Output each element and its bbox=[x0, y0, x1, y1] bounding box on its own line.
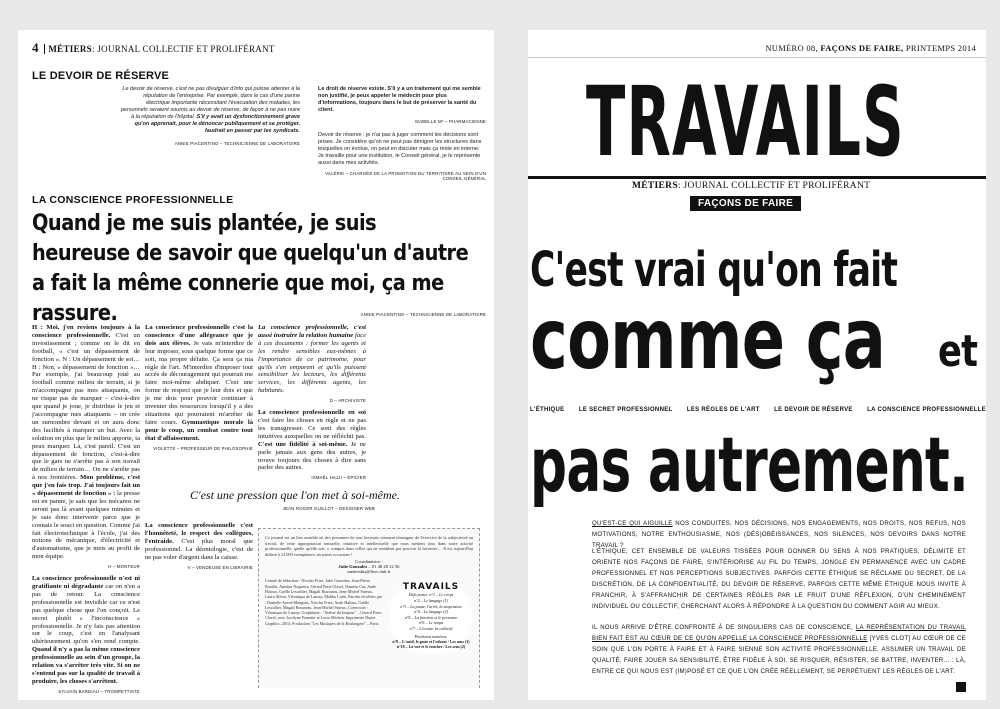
topic-tag: LE DEVOIR DE RÉSERVE bbox=[774, 407, 853, 413]
logo-rule bbox=[528, 176, 986, 179]
headline-line-3: pas autrement. bbox=[530, 420, 969, 509]
colophon-box bbox=[258, 528, 480, 688]
next-issue-item: n°10 – La vue et le toucher / Les sens (2) bbox=[396, 644, 466, 650]
colophon-next-list bbox=[391, 639, 471, 650]
colophon-credits: Comité de rédaction : Nicolas Frize, Julie Gonzalez, Jean-Pierre Bouilin, Antoine Nogueira, Gérard Paris-Clavel, Damien Cas, Aude Haloux, Gaëlle Lescallier, Magali Rousseau, Jean-Michel Sineux, Laura Alfera, Véronique de Lauray, Malika Littin. Paroles récoltées par : Danielle Aveod-Mauguin, Nicolas Frize, Aude Haloux, Gaëlle Lescallier, Magali Rousseau, Jean-Michel Sineux. Correction : Véronique de Lauray. Graphisme : "Atelier du bonjour" – Gérard Paris-Clavel, avec Jocelyne Fournier et Lucie Michon. Imprimerie Burtet Graphics, 2014. Production "Les Musiques de la Boulangère" – Paris. bbox=[265, 578, 383, 626]
quote3-text: Devoir de réserve : je n'ai pas à juger comment les décisions sont prises. Je considère qu'on ne peut pas dénigrer les structures dans lesquelles on évolue, on peut en discuter mais ça reste en interne. Je travaille pour une institution, le Conseil général, je le représente aussi dans mes activités. bbox=[318, 132, 482, 166]
issue-list-item: Déjà parus: n°1 – Le corps bbox=[408, 592, 454, 598]
topic-tag: LES RÈGLES DE L'ART bbox=[686, 407, 760, 413]
topic-tags bbox=[530, 407, 986, 413]
pull-quote bbox=[145, 488, 445, 511]
quote-block-2 bbox=[318, 86, 486, 181]
subtitle-rest: : JOURNAL COLLECTIF ET PROLIFÉRANT bbox=[677, 181, 871, 191]
colophon-issue-list bbox=[391, 592, 471, 631]
colophon-coord-email: metiersbis@live.club.fr bbox=[347, 569, 391, 575]
issue-list-item: n°2 – Le langage (1) bbox=[414, 597, 448, 603]
column-2-bottom bbox=[145, 522, 253, 571]
running-head-issue: NUMÉRO 08, bbox=[765, 43, 818, 53]
headline-line-1: C'est vrai qu'on fait bbox=[530, 242, 898, 298]
col1-p1-end: la presse est en panne, je sais que les mécanos ne seront pas là avant quelques minutes et je sais donc intervenir parce que je connais le souci en question. Comme j'ai fait électrotechnique à l'école, j'ai des notions de mécanique, d'électricité et d'automatisme, que je mets au profit de mon équipe. bbox=[32, 490, 141, 561]
colophon-next-label: Prochains numéros: bbox=[414, 633, 448, 639]
section-title-devoir-reserve: LE DEVOIR DE RÉSERVE bbox=[32, 70, 170, 82]
col1-p2-bold: La conscience professionnelle n'est ni gratifiante ni dégradante bbox=[32, 575, 140, 590]
col1-p2: car on n'en a pas de retour. La conscience professionnelle est invisible car ce n'est pas quelque chose que l'on conçoit. Le secret plutôt « l'inconscience » professionnelle. Je n'y fais pas attention sur le coup, c'est en l'analysant ultérieurement qu'on s'en rend compte. bbox=[32, 583, 141, 646]
headline-et: et bbox=[938, 326, 978, 377]
quote1-bold: S'il y avait un dysfonctionnement grave qu'on apprenait, pour le dénoncer publiquement et se protéger, faudrait en passer par les syndicats. bbox=[134, 114, 300, 134]
col2-p1: Je vais m'interdire de leur imposer, sous quelque forme que ce soit, ma propre défaite. Ça sera ça ma règle de l'art. M'interdire d'imposer tout accès de découragement qui pourrait me faire moi-même abdiquer. C'est une forme de respect que je leur dois et que je me dois pour pouvoir continuer à inventer des ressources lorsqu'il y a des situations qui pourraient m'arrêter de faire cours. bbox=[145, 339, 253, 426]
col1-p2-bold2: Quand il n'y a pas la même conscience professionnelle au sein d'un groupe, la relation va s'arrêter très vite. Si on ne s'entend pas sur la qualité de travail à produire, les choses s'arrêtent. bbox=[32, 646, 140, 685]
colophon-travails bbox=[389, 578, 473, 653]
subtitle-bold: MÉTIERS bbox=[632, 181, 678, 191]
conscience-paragraph bbox=[592, 622, 966, 677]
column-1 bbox=[32, 324, 140, 696]
right-page bbox=[528, 30, 986, 700]
topic-tag: LA CONSCIENCE PROFESSIONNELLE bbox=[867, 407, 986, 413]
running-head-rest: : JOURNAL COLLECTIF ET PROLIFÉRANT bbox=[92, 44, 275, 54]
pull-quote-text: C'est une pression que l'on met à soi-même. bbox=[190, 488, 400, 502]
topic-tag: L'ÉTHIQUE bbox=[530, 407, 565, 413]
end-square bbox=[956, 682, 966, 692]
colophon-coord-phone: – 01 48 28 12 56 bbox=[368, 564, 400, 570]
col2-p1-bold2: Gymnastique morale là pour le coup, un combat contre tout état d'affaissement. bbox=[145, 418, 253, 442]
quote2-bold: Le droit de réserve existe. S'il y a un traitement qui me semble non justifié, je peux appeler le médecin pour plus d'informations, toujours dans le but de préserver la santé du client. bbox=[318, 86, 481, 113]
colophon-coord bbox=[265, 559, 473, 574]
col3-p2: c'est faire les choses en règle et ne pas les transgresser. Ce sont des règles intuitives auxquelles on ne réfléchit pas. bbox=[258, 416, 366, 440]
headline-comme-ca: comme ça bbox=[530, 290, 886, 388]
col1-attribution-1: H – MONTEUR bbox=[108, 564, 140, 570]
next-issue-item: n°9 – L'outil, le geste et l'odorat / Les sens (1) bbox=[392, 638, 470, 644]
right-running-head bbox=[765, 43, 976, 53]
section-title-conscience: LA CONSCIENCE PROFESSIONNELLE bbox=[32, 194, 234, 206]
col1-p1: C'est un investissement ; comme on le dit en football, « c'est un dépassement de fonction ». N : Un dépassement de soi… H : Non, « dépassement de fonction »… Par exemple, j'ai beaucoup joué au football comme milieu de terrain, si je m'accompagne pas mes attaquants, on ne risque pas de marquer – c'est-à-dire que quand je joue, je distribue le jeu et j'accompagne mes attaquants – on crée un surnombre devant et on aura donc des facilités à marquer un but. Avec la solution en plus que le milieu apporte, ta peux marquer. Là, c'est pareil. C'est un dépassement de fonction, c'est-à-dire que le gars ne s'arrête pas à son travail de milieu de terrain… On ne s'arrête pas à nos frontières. bbox=[32, 331, 140, 482]
headline-line-2 bbox=[530, 290, 986, 388]
colophon-coord-label: Coordinatrice : bbox=[355, 559, 383, 565]
col1-attribution-2: SYLVAIN BARDIAU – TROMPETTISTE bbox=[58, 688, 140, 694]
para3-underlined: LA REPRÉSENTATION DU TRAVAIL BIEN FAIT EST AU CŒUR DE CE QU'ON APPELLE LA CONSCIENCE PROFESSIONNELLE bbox=[592, 624, 967, 642]
col2-p1-bold: La conscience professionnelle c'est la conscience d'une allégeance que je dois aux élèves. bbox=[145, 324, 253, 347]
quote1-text: Le devoir de réserve, c'est ne pas divulguer d'info qui puisse attenter à la réputation de l'entreprise. Par exemple, dans le cas d'une panne électrique importante nécessitant l'évacuation des malades, les personnels seraient soumis au devoir de réserve, de façon à ne pas nuire à la réputation de l'hôpital. bbox=[120, 86, 300, 120]
issue-list-item: n°6 – Le temps bbox=[418, 620, 444, 626]
col3-p1: face à ces documents : former les agents et les rendre sensibles eux-mêmes à l'importance de ce patrimoine, pour qu'ils s'en emparent et qu'ils puissent sensibiliser les lecteurs, les différents services, les différents agents, les habitants. bbox=[258, 331, 366, 395]
page-number: 4 bbox=[32, 40, 39, 55]
running-head-theme: FAÇONS DE FAIRE, bbox=[820, 43, 904, 53]
col2-attribution-1: VIOLETTE – PROFESSEUR DE PHILOSOPHIE bbox=[153, 445, 253, 451]
running-head-season: PRINTEMPS 2014 bbox=[905, 43, 976, 53]
col3-attribution-2: ISMAËL HAJJI – ÉPICIER bbox=[311, 475, 366, 481]
left-running-head bbox=[32, 40, 275, 56]
left-page bbox=[18, 30, 494, 700]
col3-p2-end: Je ne parle jamais aux gens des autres, je trouve toujours des choses à dire sans parler des autres. bbox=[258, 440, 366, 472]
headline-attribution: ANNIE PIACENTINO – TECHNICIENNE DE LABORATOIRE bbox=[360, 312, 486, 317]
ethics-paragraph: L'ÉTHIQUE, CET ENSEMBLE DE VALEURS TISSÉES POUR DONNER DU SENS À NOS PRATIQUES, DÉLIMITE ET ORIENTE NOS FAÇONS DE FAIRE, S'INTÉRIORISE AU FIL DU TEMPS, JONGLE EN PERMANENCE AVEC UN CADRE PROFESSIONNEL ET NOS PERCEPTIONS SUBJECTIVES. PARFOIS CETTE ÉTHIQUE SE RÉCLAME DU SECRET, DE LA DISCRÉTION, DE LA CONFIDENTIALITÉ, DU DEVOIR DE RÉSERVE, PARFOIS CETTE MÊME ÉTHIQUE NOUS INVITE À FRANCHIR, À S'AFFRANCHIR DE CERTAINES RÈGLES PAR LE FRUIT D'UNE RÉFLEXION, D'UN CHEMINEMENT INDIVIDUEL OU COLLECTIF, CHERCHANT ALORS À RÉPONDRE À LA QUESTION DU COMMENT AGIR AU MIEUX. bbox=[592, 548, 966, 610]
quote3-attribution: VALÉRIE – CHARGÉE DE LA PROMOTION DU TERRITOIRE AU SEIN D'UN CONSEIL GÉNÉRAL bbox=[325, 171, 486, 181]
running-head-bold: MÉTIERS bbox=[48, 44, 92, 54]
intro-rest: NOS CONDUITES, NOS DÉCISIONS, NOS ENGAGEMENTS, NOS DROITS, NOS REFUS, NOS MOTIVATIONS, NOTRE ENTHOUSIASME, NOS (DÉS)OBÉISSANCES, NOS SILENCES, NOS DEVOIRS DANS NOTRE TRAVAIL ? bbox=[592, 520, 966, 549]
col3-p2-bold2: C'est une fidélité à soi-même. bbox=[258, 440, 348, 448]
issue-list-item: n°3 – La pause, l'arrêt, la suspension bbox=[400, 603, 462, 609]
journal-subtitle bbox=[632, 181, 870, 191]
col1-p1-bold2: Mon problème, c'est que j'en fais trop. J'ai toujours fait un « dépassement de fonction » : bbox=[32, 474, 141, 498]
column-3 bbox=[258, 324, 366, 482]
pull-quote-attribution: JEAN ROGER GUILLOT – DESIGNER WEB bbox=[282, 506, 375, 511]
travails-logo: TRAVAILS bbox=[586, 66, 905, 178]
quote-block-1 bbox=[118, 86, 300, 146]
colophon-travails-title: TRAVAILS bbox=[402, 582, 460, 593]
para3-start: IL NOUS ARRIVE D'ÊTRE CONFRONTÉ À DE SINGULIERS CAS DE CONSCIENCE, bbox=[592, 624, 853, 631]
issue-theme-badge: FAÇONS DE FAIRE bbox=[690, 196, 801, 211]
issue-list-item: n°5 – La fonction et le personne bbox=[404, 614, 458, 620]
issue-list-item: n°4 – Le langage (2) bbox=[414, 609, 448, 615]
col2-p2-bold: La conscience professionnelle c'est l'honnêteté, le respect des collègues, l'entraide. bbox=[145, 522, 253, 545]
topic-tag: LE SECRET PROFESSIONNEL bbox=[578, 407, 673, 413]
quote2-attribution: ISABELLE M* – PHARMACIENNE bbox=[414, 119, 486, 124]
quote1-attribution: ANNIE PIACENTINO – TECHNICIENNE DE LABORATOIRE bbox=[174, 141, 300, 146]
col3-p2-bold: La conscience professionnelle en soi bbox=[258, 409, 366, 417]
col2-attribution-2: V – VENDEUSE EN LIBRAIRIE bbox=[187, 564, 253, 570]
col2-p2: C'est plus moral que professionnel. La déontologie, c'est de ne pas voler d'argent dans la caisse. bbox=[145, 537, 253, 561]
colophon-intro: Ce journal est un lieu sensible où des personnes de tous horizons viennent témoigner de l'exercice de la subjectivité au travail, de cette appropriation sensuelle, intuitive et intellectuelle que nous mettons tous dans notre activité professionnelle, quelle qu'elle soit, y compris dans celles qui ne semblent pas pouvoir la favoriser… Il est aujourd'hui diffusé à 14 000 exemplaires, en toutes occasions ! bbox=[265, 535, 473, 557]
col1-p1-bold: H : Moi, j'en reviens toujours à la conscience professionnelle. bbox=[32, 324, 140, 339]
colophon-coord-name: Julie Gonzalez bbox=[338, 564, 368, 570]
col3-attribution-1: D – ARCHIVISTE bbox=[329, 398, 366, 404]
header-rule bbox=[528, 57, 986, 58]
issue-list-item: n°7 – L'écoute, la collectif bbox=[409, 625, 453, 631]
para3-end: [YVES CLOT] AU CŒUR DE CE SOIN QUE L'ON PORTE À FAIRE ET À FAIRE SIENNE SON ACTIVITÉ PROFESSIONNELLE, ASSUMER UN TRAVAIL DE QUALITÉ, FAIRE JOUER SA SENSIBILITÉ, ÊTRE FIDÈLE À SOI, SE RISQUER, RÉSISTER, SE BATTRE, INVENTER… : LÀ, ENTRE CE QUI NOUS EST (IM)POSÉ ET CE QUE L'ON CRÉE RÉELLEMENT, SE PERPÉTUENT LES RÈGLES DE L'ART. bbox=[592, 635, 966, 675]
column-2-top bbox=[145, 324, 253, 453]
headline-quote: Quand je me suis plantée, je suis heureuse de savoir que quelqu'un d'autre a fait la même connerie que moi, ça me rassure. bbox=[32, 210, 469, 326]
col3-p1-bold: La conscience professionnelle, c'est aussi instruire la relation humaine bbox=[258, 324, 366, 339]
intro-underlined: QU'EST-CE QUI AIGUILLE bbox=[592, 520, 673, 527]
